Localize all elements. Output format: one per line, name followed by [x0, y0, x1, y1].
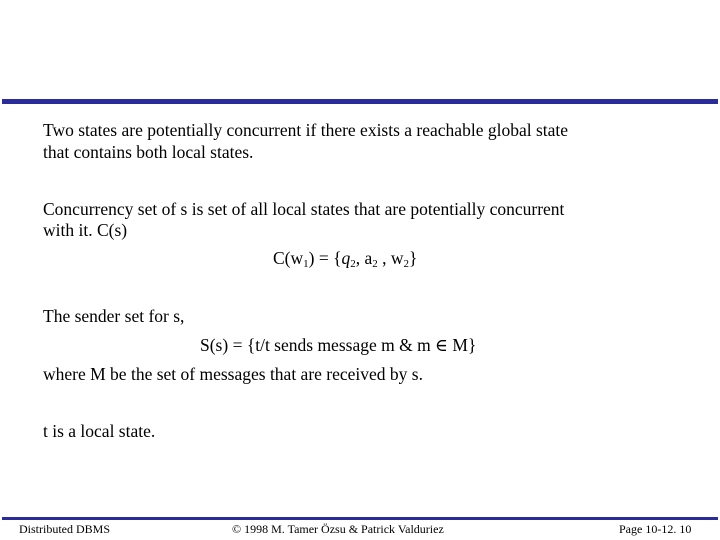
formula-lhs: C(w	[273, 248, 304, 268]
formula-equals: ) = {	[308, 248, 342, 268]
footer-center: © 1998 M. Tamer Özsu & Patrick Valduriez	[232, 522, 444, 536]
header-rule	[2, 99, 718, 104]
formula-q: q	[341, 248, 351, 268]
footer-right: Page 10-12. 10	[619, 522, 692, 536]
footer-left: Distributed DBMS	[19, 522, 111, 536]
paragraph-2-line-2: with it. C(s)	[43, 220, 128, 240]
sender-set-formula: S(s) = {t/t sends message m & m ∈ M}	[200, 335, 477, 355]
formula-w-subscript: 2	[403, 258, 410, 270]
concurrency-formula	[273, 247, 417, 269]
paragraph-1-line-2: that contains both local states.	[43, 142, 254, 162]
formula-a-subscript: 2	[372, 258, 378, 270]
formula-a: , a	[355, 248, 373, 268]
formula-lhs-subscript: 1	[303, 258, 309, 270]
formula-close: }	[409, 248, 418, 268]
paragraph-1-line-1: Two states are potentially concurrent if there exists a reachable global state	[43, 120, 569, 140]
paragraph-3-line-3: where M be the set of messages that are received by s.	[43, 364, 423, 384]
paragraph-4-line-1: t is a local state.	[43, 421, 156, 441]
paragraph-3-line-1: The sender set for s,	[43, 306, 185, 326]
formula-w: , w	[377, 248, 404, 268]
footer-rule	[2, 517, 718, 520]
paragraph-2-line-1: Concurrency set of s is set of all local states that are potentially concurrent	[43, 199, 565, 219]
formula-q-subscript: 2	[350, 258, 356, 270]
